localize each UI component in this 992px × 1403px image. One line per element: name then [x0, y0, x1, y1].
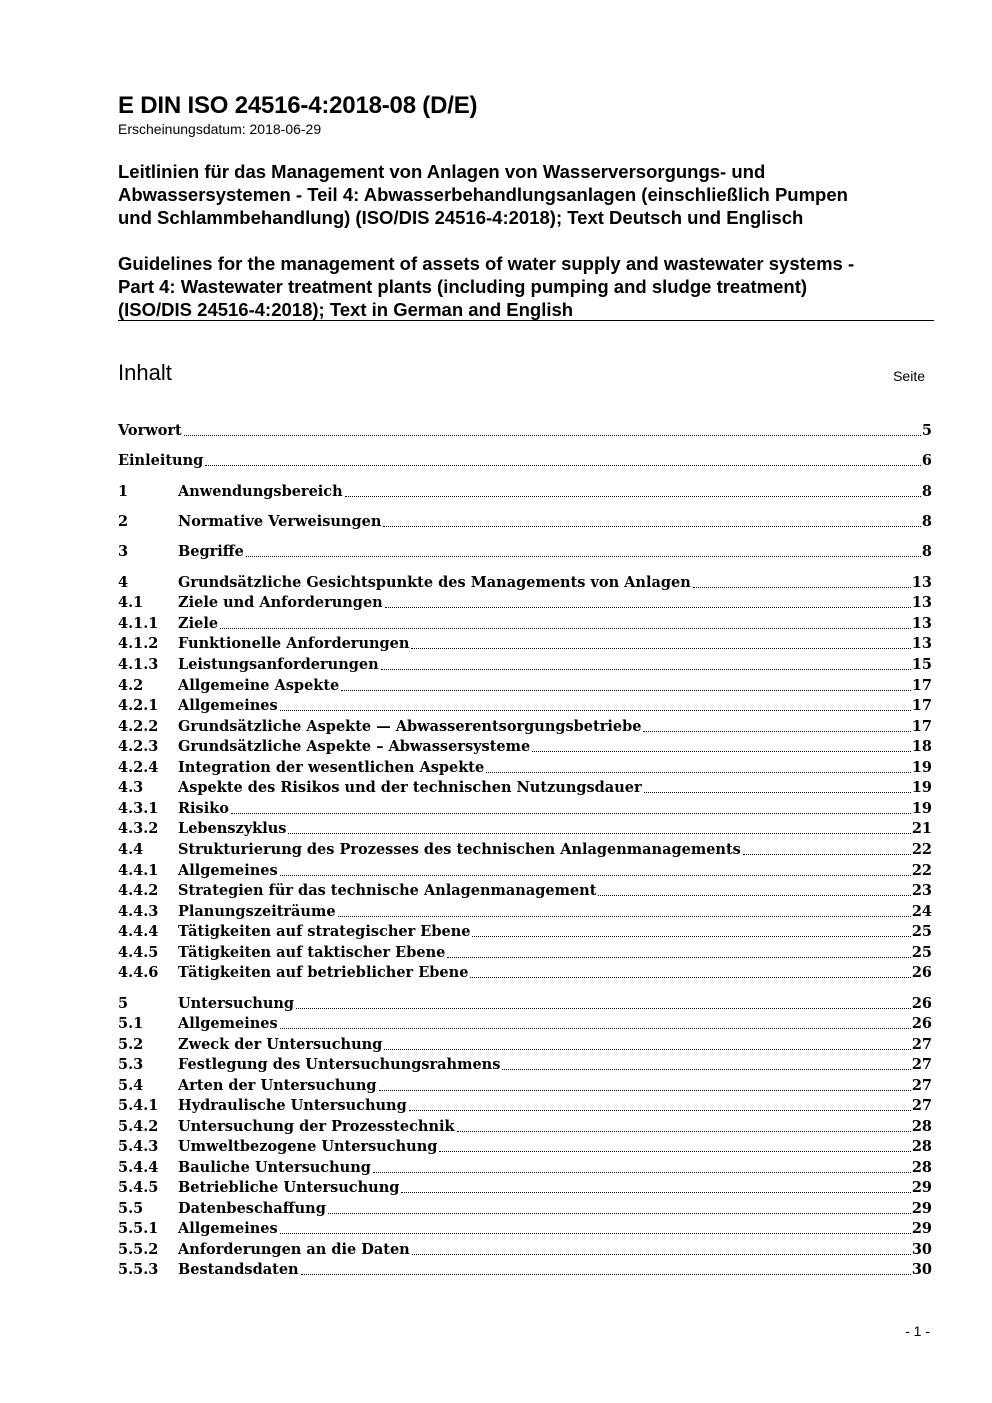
toc-heading: Inhalt	[118, 360, 172, 385]
toc-entry-leader	[598, 895, 910, 896]
toc-entry[interactable]	[118, 860, 932, 880]
toc-entry-title: Arten der Untersuchung	[178, 1077, 377, 1094]
toc-entry-leader	[246, 556, 921, 557]
toc-entry-page: 18	[911, 738, 932, 755]
toc-entry-number: 5.4.5	[118, 1179, 159, 1196]
toc-entry-leader	[643, 731, 910, 732]
toc-entry-leader	[184, 435, 921, 436]
toc-entry-title: Risiko	[178, 800, 229, 817]
toc-entry[interactable]	[118, 1054, 932, 1074]
toc-entry[interactable]	[118, 1239, 932, 1259]
toc-entry-title: Strategien für das technische Anlagenmanagement	[178, 882, 597, 899]
title-german-line: Leitlinien für das Management von Anlagen von Wasserversorgungs- und	[118, 161, 766, 182]
toc-entry-title: Anwendungsbereich	[178, 483, 343, 500]
toc-entry[interactable]	[118, 921, 932, 941]
toc-entry-page: 28	[911, 1159, 932, 1176]
toc-entry-page: 28	[911, 1118, 932, 1135]
toc-entry-page: 19	[911, 779, 932, 796]
title-english-line: Guidelines for the management of assets of water supply and wastewater systems -	[118, 253, 855, 274]
toc-entry[interactable]	[118, 1095, 932, 1115]
toc-entry-title: Festlegung des Untersuchungsrahmens	[178, 1056, 501, 1073]
toc-entry-number: 5.4.1	[118, 1097, 159, 1114]
toc-entry[interactable]	[118, 1259, 932, 1279]
toc-entry-leader	[345, 496, 921, 497]
toc-entry[interactable]	[118, 1198, 932, 1218]
toc-entry[interactable]	[118, 420, 932, 440]
toc-entry-leader	[231, 813, 911, 814]
toc-entry-page: 22	[911, 841, 932, 858]
toc-entry-page: 8	[921, 483, 932, 500]
toc-entry-leader	[412, 1254, 911, 1255]
toc-entry[interactable]	[118, 1218, 932, 1238]
toc-entry-page: 13	[911, 615, 932, 632]
toc-entry[interactable]	[118, 613, 932, 633]
toc-entry-page: 13	[911, 635, 932, 652]
toc-entry-title: Grundsätzliche Gesichtspunkte des Managements von Anlagen	[178, 574, 691, 591]
toc-entry-title: Aspekte des Risikos und der technischen Nutzungsdauer	[178, 779, 642, 796]
toc-entry-page: 30	[911, 1261, 932, 1278]
toc-entry-leader	[486, 772, 911, 773]
toc-entry-number: 4.3.1	[118, 800, 159, 817]
toc-entry-number: 5.4	[118, 1077, 144, 1094]
toc-entry[interactable]	[118, 818, 932, 838]
toc-entry[interactable]	[118, 839, 932, 859]
toc-entry-number: 4.1.3	[118, 656, 159, 673]
toc-entry-title: Grundsätzliche Aspekte — Abwasserentsorgungsbetriebe	[178, 718, 642, 735]
toc-entry-number: 4.4.5	[118, 944, 159, 961]
toc-entry-number: 5.5.2	[118, 1241, 159, 1258]
toc-entry-page: 26	[911, 1015, 932, 1032]
toc-entry-page: 8	[921, 513, 932, 530]
toc-entry-leader	[288, 833, 910, 834]
toc-entry[interactable]	[118, 1157, 932, 1177]
toc-entry-number: 5.5.3	[118, 1261, 159, 1278]
toc-entry-page: 27	[911, 1056, 932, 1073]
toc-entry-leader	[472, 936, 910, 937]
title-german-line: und Schlammbehandlung) (ISO/DIS 24516-4:2018); Text Deutsch und Englisch	[118, 207, 804, 228]
toc-entry[interactable]	[118, 675, 932, 695]
toc-page-label: Seite	[893, 368, 925, 384]
toc-entry-number: 4.2.1	[118, 697, 159, 714]
toc-entry-leader	[470, 977, 910, 978]
toc-entry-title: Lebenszyklus	[178, 820, 287, 837]
toc-entry-leader	[381, 669, 911, 670]
toc-entry-number: 4.3.2	[118, 820, 159, 837]
toc-entry-leader	[502, 1069, 910, 1070]
toc-entry-number: 5.4.3	[118, 1138, 159, 1155]
toc-entry-page: 26	[911, 995, 932, 1012]
toc-entry-title: Funktionelle Anforderungen	[178, 635, 410, 652]
toc-entry-leader	[384, 1049, 910, 1050]
toc-entry-leader	[447, 957, 910, 958]
toc-entry-leader	[409, 1110, 911, 1111]
toc-entry-title: Bauliche Untersuchung	[178, 1159, 371, 1176]
toc-entry-page: 13	[911, 594, 932, 611]
toc-entry[interactable]	[118, 901, 932, 921]
toc-entry-title: Ziele	[178, 615, 219, 632]
toc-entry[interactable]	[118, 777, 932, 797]
toc-entry-title: Strukturierung des Prozesses des technischen Anlagenmanagements	[178, 841, 741, 858]
toc-entry-leader	[280, 875, 911, 876]
title-german	[118, 160, 938, 229]
toc-entry-title: Vorwort	[118, 422, 182, 439]
toc-entry-title: Betriebliche Untersuchung	[178, 1179, 400, 1196]
toc-entry-number: 4.1	[118, 594, 144, 611]
toc-entry-title: Umweltbezogene Untersuchung	[178, 1138, 438, 1155]
toc-entry[interactable]	[118, 511, 932, 531]
toc-entry[interactable]	[118, 1075, 932, 1095]
toc-entry-number: 4.4.4	[118, 923, 159, 940]
toc-entry-page: 25	[911, 944, 932, 961]
toc-entry-title: Leistungsanforderungen	[178, 656, 379, 673]
toc-entry-number: 4.4.6	[118, 964, 159, 981]
toc-entry-leader	[385, 607, 911, 608]
toc-entry-title: Allgemeines	[178, 1015, 278, 1032]
toc-entry-leader	[296, 1008, 911, 1009]
toc-entry-number: 4.4.3	[118, 903, 159, 920]
toc-entry-page: 5	[921, 422, 932, 439]
toc-entry-title: Zweck der Untersuchung	[178, 1036, 383, 1053]
toc-entry[interactable]	[118, 481, 932, 501]
toc-entry-leader	[439, 1151, 910, 1152]
toc-entry[interactable]	[118, 695, 932, 715]
toc-entry-leader	[693, 587, 911, 588]
toc-entry-leader	[743, 854, 911, 855]
toc-entry-leader	[280, 1233, 911, 1234]
toc-entry-title: Untersuchung	[178, 995, 295, 1012]
toc-entry[interactable]	[118, 798, 932, 818]
toc-entry-title: Tätigkeiten auf taktischer Ebene	[178, 944, 446, 961]
toc-entry-number: 5.3	[118, 1056, 144, 1073]
toc-entry-page: 22	[911, 862, 932, 879]
toc-entry[interactable]	[118, 572, 932, 592]
toc-entry-page: 13	[911, 574, 932, 591]
toc-entry[interactable]	[118, 654, 932, 674]
toc-entry-leader	[457, 1131, 911, 1132]
toc-entry-page: 29	[911, 1220, 932, 1237]
toc-entry-number: 4.2.2	[118, 718, 159, 735]
toc-entry-page: 17	[911, 677, 932, 694]
toc-entry[interactable]	[118, 962, 932, 982]
toc-entry[interactable]	[118, 592, 932, 612]
toc-entry-leader	[401, 1192, 910, 1193]
toc-entry[interactable]	[118, 633, 932, 653]
toc-entry-number: 5.5	[118, 1200, 144, 1217]
toc-entry-page: 23	[911, 882, 932, 899]
toc-entry[interactable]	[118, 1136, 932, 1156]
toc-entry-title: Datenbeschaffung	[178, 1200, 326, 1217]
toc-entry-number: 5.4.2	[118, 1118, 159, 1135]
toc-entry-title: Integration der wesentlichen Aspekte	[178, 759, 485, 776]
toc-entry-number: 5	[118, 995, 129, 1012]
page-number: - 1 -	[905, 1323, 930, 1339]
toc-entry-title: Allgemeine Aspekte	[178, 677, 340, 694]
toc-entry-leader	[280, 710, 911, 711]
toc-entry-number: 5.2	[118, 1036, 144, 1053]
toc-entry-leader	[411, 648, 910, 649]
toc-entry-title: Allgemeines	[178, 697, 278, 714]
toc-entry-page: 8	[921, 543, 932, 560]
toc-entry[interactable]	[118, 1034, 932, 1054]
toc-entry-page: 27	[911, 1036, 932, 1053]
toc-entry-page: 15	[911, 656, 932, 673]
toc-entry-leader	[379, 1090, 911, 1091]
toc-entry-title: Tätigkeiten auf betrieblicher Ebene	[178, 964, 469, 981]
toc-entry-page: 28	[911, 1138, 932, 1155]
toc-entry-title: Tätigkeiten auf strategischer Ebene	[178, 923, 471, 940]
toc-entry[interactable]	[118, 1013, 932, 1033]
toc-entry[interactable]	[118, 1116, 932, 1136]
toc-entry-leader	[532, 751, 911, 752]
title-english-line: Part 4: Wastewater treatment plants (including pumping and sludge treatment)	[118, 276, 808, 297]
title-divider	[118, 320, 934, 321]
toc-entry-page: 26	[911, 964, 932, 981]
toc-entry-number: 2	[118, 513, 129, 530]
toc-entry-title: Grundsätzliche Aspekte – Abwassersysteme	[178, 738, 531, 755]
toc-entry-number: 4.2.4	[118, 759, 159, 776]
toc-entry-number: 4.4.2	[118, 882, 159, 899]
toc-entry[interactable]	[118, 1177, 932, 1197]
toc-entry-leader	[383, 526, 921, 527]
toc-entry-number: 1	[118, 483, 129, 500]
title-english	[118, 252, 938, 321]
toc-entry-page: 21	[911, 820, 932, 837]
toc-entry-title: Planungszeiträume	[178, 903, 336, 920]
toc-entry-page: 25	[911, 923, 932, 940]
toc-entry-title: Ziele und Anforderungen	[178, 594, 383, 611]
toc-entry-page: 27	[911, 1097, 932, 1114]
toc-entry-number: 4.4.1	[118, 862, 159, 879]
toc-entry-leader	[301, 1274, 911, 1275]
toc-entry-number: 4.2	[118, 677, 144, 694]
toc-entry-number: 4.3	[118, 779, 144, 796]
toc-entry-page: 17	[911, 718, 932, 735]
toc-entry[interactable]	[118, 993, 932, 1013]
toc-entry-page: 19	[911, 759, 932, 776]
toc-entry-leader	[328, 1213, 911, 1214]
toc-entry-title: Normative Verweisungen	[178, 513, 382, 530]
toc-entry-leader	[280, 1028, 911, 1029]
toc-entry[interactable]	[118, 736, 932, 756]
toc-entry-page: 29	[911, 1200, 932, 1217]
toc-entry-number: 4	[118, 574, 129, 591]
toc-entry[interactable]	[118, 880, 932, 900]
toc-entry-leader	[220, 628, 911, 629]
toc-entry-number: 3	[118, 543, 129, 560]
toc-entry[interactable]	[118, 942, 932, 962]
publication-date: Erscheinungsdatum: 2018-06-29	[118, 121, 322, 137]
toc-entry-number: 4.1.1	[118, 615, 159, 632]
title-german-line: Abwassersystemen - Teil 4: Abwasserbehandlungsanlagen (einschließlich Pumpen	[118, 184, 848, 205]
toc-entry-title: Untersuchung der Prozesstechnik	[178, 1118, 455, 1135]
toc-entry-title: Bestandsdaten	[178, 1261, 299, 1278]
toc-entry-leader	[205, 465, 921, 466]
toc-entry-leader	[644, 792, 911, 793]
toc-entry-page: 17	[911, 697, 932, 714]
toc-entry-number: 5.5.1	[118, 1220, 159, 1237]
toc-entry-page: 6	[921, 452, 932, 469]
document-id: E DIN ISO 24516-4:2018-08 (D/E)	[118, 92, 478, 119]
toc-entry[interactable]	[118, 757, 932, 777]
toc-entry-number: 5.4.4	[118, 1159, 159, 1176]
toc-entry-number: 4.2.3	[118, 738, 159, 755]
toc-entry-title: Begriffe	[178, 543, 244, 560]
toc-entry-page: 24	[911, 903, 932, 920]
toc-entry-number: 5.1	[118, 1015, 144, 1032]
toc-entry-page: 27	[911, 1077, 932, 1094]
toc-entry-title: Allgemeines	[178, 1220, 278, 1237]
toc-entry-title: Hydraulische Untersuchung	[178, 1097, 407, 1114]
title-english-line: (ISO/DIS 24516-4:2018); Text in German and English	[118, 299, 574, 320]
toc-entry-title: Allgemeines	[178, 862, 278, 879]
toc-entry[interactable]	[118, 716, 932, 736]
toc-entry-number: 4.1.2	[118, 635, 159, 652]
toc-entry-page: 29	[911, 1179, 932, 1196]
toc-entry-leader	[373, 1172, 911, 1173]
toc-entry-title: Einleitung	[118, 452, 204, 469]
toc-entry[interactable]	[118, 541, 932, 561]
toc-entry[interactable]	[118, 450, 932, 470]
toc-entry-title: Anforderungen an die Daten	[178, 1241, 410, 1258]
toc-entry-number: 4.4	[118, 841, 144, 858]
toc-entry-page: 30	[911, 1241, 932, 1258]
toc-entry-page: 19	[911, 800, 932, 817]
toc-entry-leader	[338, 916, 911, 917]
toc-entry-leader	[341, 690, 911, 691]
